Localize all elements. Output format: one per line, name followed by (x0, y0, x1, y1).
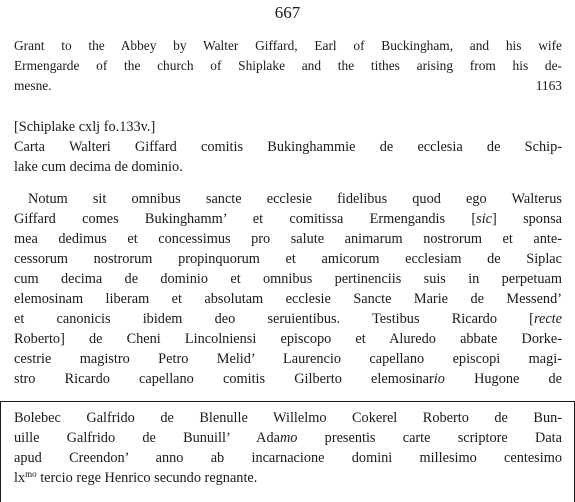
text-segment: uille Galfrido de Bunuill’ Ada (14, 430, 280, 446)
text-line: cum decima de dominio et omnibus pertinenciis suis in perpetuam (14, 271, 562, 287)
text-segment: stro Ricardo capellano comitis Gilberto elemosinar (14, 371, 434, 387)
date-year: 1163 (535, 78, 562, 93)
text-segment: tercio rege Henrico secundo regnante. (36, 470, 258, 486)
text-line (14, 468, 562, 488)
text-line (14, 369, 562, 389)
text-segment: Giffard comes Bukinghamm’ et comitissa Ermengandis [ (14, 211, 477, 227)
text-line: cestrie magistro Petro Melid’ Laurencio capellano episcopi magi- (14, 351, 562, 367)
text-line (14, 428, 562, 448)
text-line (14, 209, 562, 229)
heading-line: Carta Walteri Giffard comitis Bukinghammie de ecclesia de Schip- (14, 139, 562, 155)
text-line: Bolebec Galfrido de Blenulle Willelmo Cokerel Roberto de Bun- (14, 410, 562, 426)
summary-line: Ermengarde of the church of Shiplake and the tithes arising from his de- (14, 58, 562, 73)
text-segment: presentis carte scriptore Data (297, 430, 562, 446)
frame-rule (0, 401, 1, 502)
text-segment: lx (14, 470, 26, 486)
reference: [Schiplake cxlj fo.133v.] (14, 119, 156, 135)
text-line (14, 309, 562, 329)
text-segment: et canonicis ibidem deo seruientibus. Testibus Ricardo [ (14, 311, 534, 327)
text-segment: Roberto (14, 331, 61, 347)
text-line: Notum sit omnibus sancte ecclesie fidelibus quod ego Walterus (28, 191, 562, 207)
text-line (14, 329, 562, 349)
summary-line-last (14, 76, 562, 96)
heading-line: lake cum decima de dominio. (14, 159, 183, 175)
summary-line: Grant to the Abbey by Walter Giffard, Earl of Buckingham, and his wife (14, 38, 562, 53)
frame-rule (0, 401, 575, 402)
expanded-abbreviation: io (433, 371, 445, 387)
expanded-abbreviation: mo (279, 430, 298, 446)
editorial-note: recte (533, 311, 562, 327)
superscript: mo (25, 469, 37, 479)
text-segment: ] de Cheni Lincolniensi episcopo et Aluredo abbate Dorke- (60, 331, 562, 347)
editorial-note: sic (476, 211, 493, 227)
text-segment: ] sponsa (492, 211, 562, 227)
page-number: 667 (274, 3, 301, 22)
text-line: cessorum nostrorum propinquorum et amicorum ecclesiam de Siplac (14, 251, 562, 267)
text-line: apud Creendon’ anno ab incarnacione domini millesimo centesimo (14, 450, 562, 466)
text-segment: Hugone de (444, 371, 562, 387)
summary-line: mesne. (14, 78, 52, 93)
text-line: elemosinam liberam et absolutam ecclesie Sancte Marie de Messend’ (14, 291, 562, 307)
text-line: mea dedimus et concessimus pro salute animarum nostrorum et ante- (14, 231, 562, 247)
